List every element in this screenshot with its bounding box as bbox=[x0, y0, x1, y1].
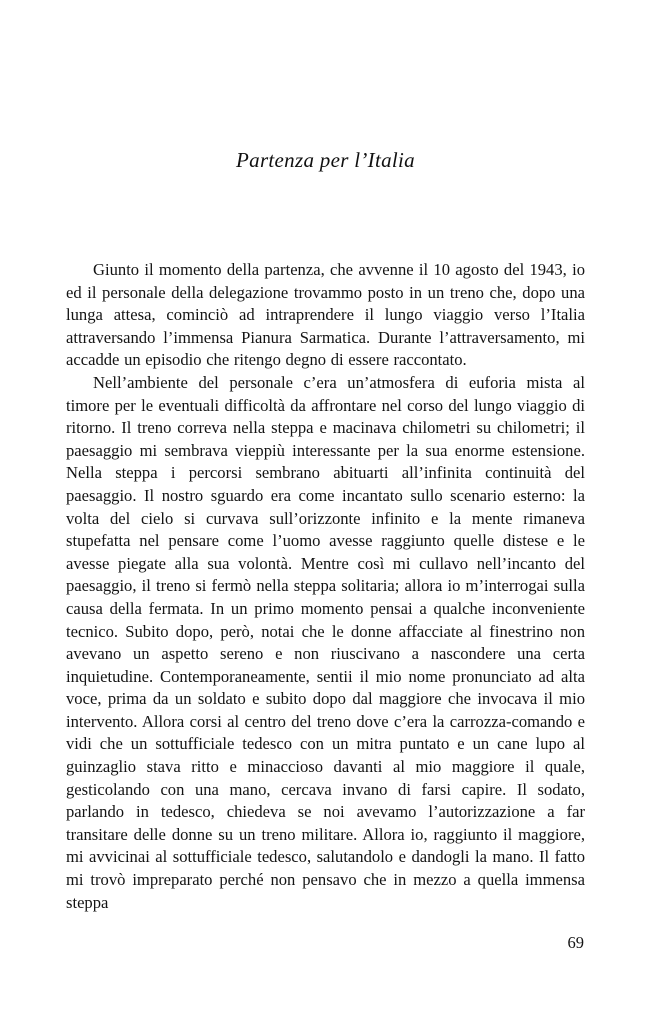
paragraph-2: Nell’ambiente del personale c’era un’atmosfera di euforia mista al timore per le eventuali difficoltà da affrontare nel corso del lungo viaggio di ritorno. Il treno correva nella steppa e macinava chilometri su chilometri; il paesaggio mi sembrava vieppiù interessante per la sua enorme estensione. Nella steppa i percorsi sembrano abituarti all’infinita continuità del paesaggio. Il nostro sguardo era come incantato sullo scenario esterno: la volta del cielo si curvava sull’orizzonte infinito e la mente rimaneva stupefatta nel pensare come l’uomo avesse raggiunto quelle distese e le avesse piegate alla sua volontà. Mentre così mi cullavo nell’incanto del paesaggio, il treno si fermò nella steppa solitaria; allora io m’interrogai sulla causa della fermata. In un primo momento pensai a qualche inconveniente tecnico. Subito dopo, però, notai che le donne affacciate al finestrino non avevano un aspetto sereno e non riuscivano a nascondere una certa inquietudine. Contemporaneamente, sentii il mio nome pronunciato ad alta voce, prima da un soldato e subito dopo dal maggiore che invocava il mio intervento. Allora corsi al centro del treno dove c’era la carrozza-comando e vidi che un sottufficiale tedesco con un mitra puntato e un cane lupo al guinzaglio stava ritto e minaccioso davanti al mio maggiore il quale, gesticolando con una mano, cercava invano di farsi capire. Il sodato, parlando in tedesco, chiedeva se noi avevamo l’autorizzazione a far transitare delle donne su un treno militare. Allora io, raggiunto il maggiore, mi avvicinai al sottufficiale tedesco, salutandolo e dandogli la mano. Il fatto mi trovò impreparato perché non pensavo che in mezzo a quella immensa steppa bbox=[66, 372, 585, 912]
body-text bbox=[66, 259, 585, 914]
paragraph-1: Giunto il momento della partenza, che avvenne il 10 agosto del 1943, io ed il personale della delegazione trovammo posto in un treno che, dopo una lunga attesa, cominciò ad intraprendere il lungo viaggio verso l’Italia attraversando l’immensa Pianura Sarmatica. Durante l’attraversamento, mi accadde un episodio che ritengo degno di essere raccontato. bbox=[66, 260, 585, 370]
chapter-title: Partenza per l’Italia bbox=[236, 148, 415, 172]
page-number: 69 bbox=[567, 933, 584, 952]
